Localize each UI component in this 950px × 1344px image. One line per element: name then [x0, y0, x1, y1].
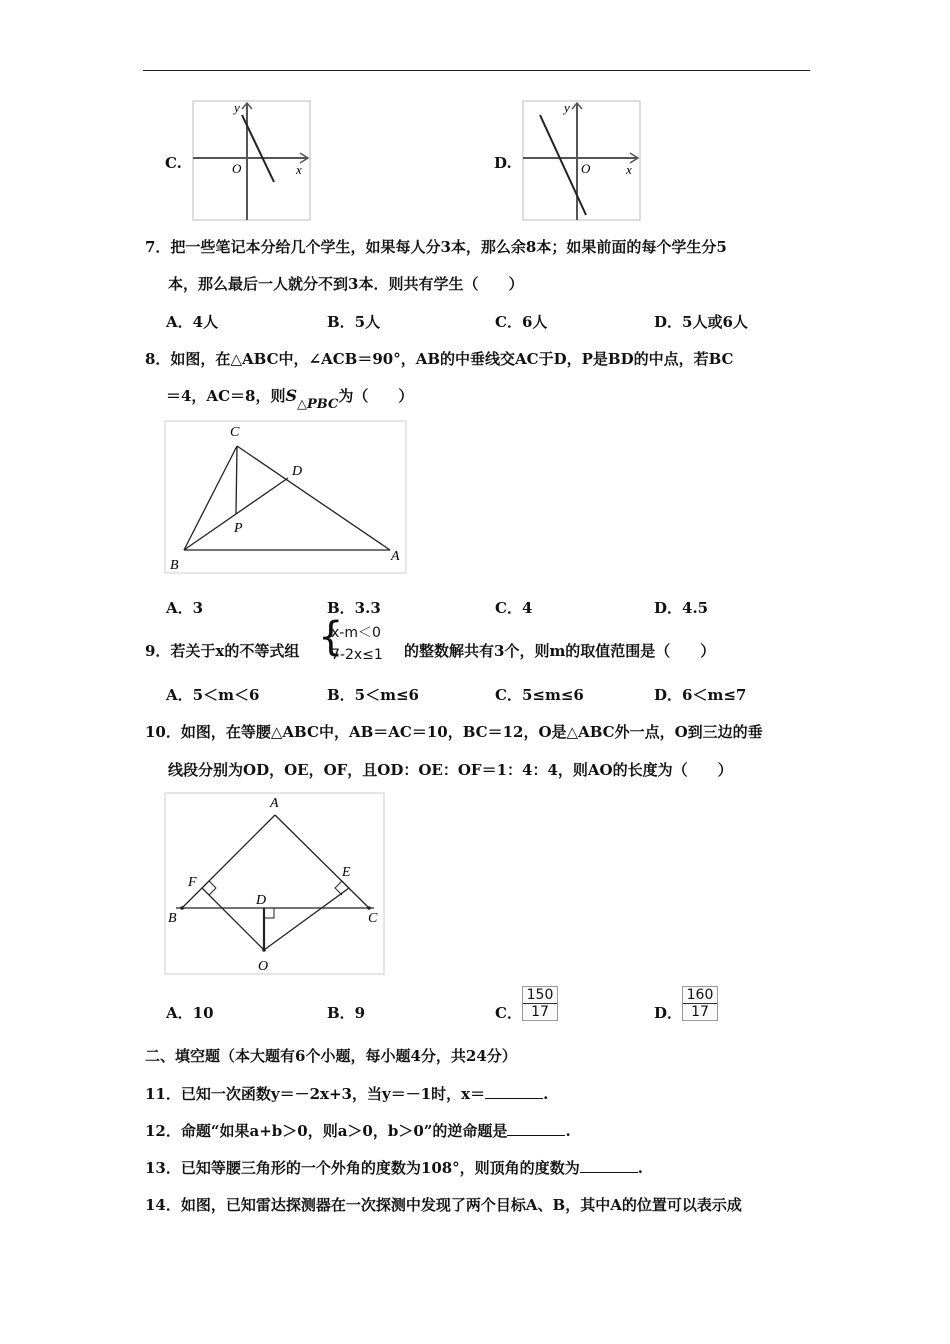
- point-f-label: F: [188, 875, 197, 890]
- q7-stem-line1: 7．把一些笔记本分给几个学生，如果每人分3本，那么余8本；如果前面的每个学生分5: [145, 238, 727, 256]
- q8-figure: [164, 420, 408, 575]
- q9-inequality-1: x-m＜0: [331, 625, 381, 641]
- q6-option-c-label: C.: [165, 154, 182, 172]
- vertex-b-label: B: [168, 911, 177, 926]
- vertex-c-label: C: [368, 911, 378, 926]
- q8-stem-line2: ＝4，AC＝8，则$S_{\triangle PBC}$为（ ）: [166, 386, 414, 412]
- origin-label: O: [581, 161, 591, 176]
- q8-option-c: C．4: [495, 599, 533, 617]
- q9-inequality-system: { x-m＜0 7-2x≤1: [318, 614, 383, 663]
- point-o-label: O: [258, 959, 269, 974]
- q10-option-c: C．: [495, 1004, 522, 1022]
- q7-option-d: D．5人或6人: [654, 313, 748, 331]
- q6-option-d-label: D.: [494, 154, 512, 172]
- point-p-label: P: [234, 521, 243, 536]
- point-d-label: D: [256, 893, 267, 908]
- q8-stem-line1: 8．如图，在△ABC中，∠ACB＝90°，AB的中垂线交AC于D，P是BD的中点，若BC: [145, 350, 734, 368]
- axis-y-label: y: [234, 100, 240, 115]
- axis-x-label: x: [626, 162, 632, 177]
- point-d-label: D: [292, 464, 303, 479]
- q9-stem-prefix: 9．若关于x的不等式组: [145, 642, 300, 660]
- vertex-c-label: C: [230, 425, 240, 440]
- q9-option-c: C．5≤m≤6: [495, 686, 584, 704]
- q10-option-d-fraction: $\frac{160}{17}$: [682, 986, 718, 1021]
- q10-option-a: A．10: [166, 1004, 214, 1022]
- q8-option-a: A．3: [166, 599, 204, 617]
- q9-inequality-2: 7-2x≤1: [331, 647, 383, 663]
- q12: 12．命题“如果a+b＞0，则a＞0，b＞0”的逆命题是 .: [145, 1122, 571, 1140]
- answer-blank: [485, 1084, 543, 1099]
- q13: 13．已知等腰三角形的一个外角的度数为108°，则顶角的度数为 .: [145, 1159, 643, 1177]
- section-2-heading: 二、填空题（本大题有6个小题，每小题4分，共24分）: [145, 1047, 517, 1065]
- q9-stem-suffix: 的整数解共有3个，则m的取值范围是（ ）: [404, 642, 716, 660]
- q6-graph-d: [522, 100, 642, 222]
- point-e-label: E: [342, 865, 351, 880]
- q10-stem-line2: 线段分别为OD，OE，OF，且OD：OE：OF＝1：4：4，则AO的长度为（ ）: [168, 761, 733, 779]
- q14: 14．如图，已知雷达探测器在一次探测中发现了两个目标A、B，其中A的位置可以表示成: [145, 1196, 742, 1214]
- axis-y-label: y: [564, 100, 570, 115]
- q9-option-a: A．5＜m＜6: [166, 686, 260, 704]
- q8-option-d: D．4.5: [654, 599, 709, 617]
- header-rule: [143, 70, 810, 71]
- q9-option-b: B．5＜m≤6: [327, 686, 419, 704]
- q7-option-a: A．4人: [166, 313, 219, 331]
- q9-option-d: D．6＜m≤7: [654, 686, 747, 704]
- answer-blank: [580, 1158, 638, 1173]
- vertex-a-label: A: [391, 549, 400, 564]
- q10-figure: [164, 792, 386, 976]
- axis-x-label: x: [296, 162, 302, 177]
- q10-option-d: D．: [654, 1004, 683, 1022]
- q11: 11．已知一次函数y＝－2x+3，当y＝－1时，x＝ .: [145, 1085, 549, 1103]
- answer-blank: [507, 1121, 565, 1136]
- q10-option-c-fraction: $\frac{150}{17}$: [522, 986, 558, 1021]
- q7-stem-line2: 本，那么最后一人就分不到3本．则共有学生（ ）: [168, 275, 524, 293]
- q10-option-b: B．9: [327, 1004, 366, 1022]
- q6-graph-c: [192, 100, 312, 222]
- vertex-a-label: A: [270, 796, 279, 811]
- q10-stem-line1: 10．如图，在等腰△ABC中，AB＝AC＝10，BC＝12，O是△ABC外一点，O到三边的垂: [145, 723, 763, 741]
- origin-label: O: [232, 161, 242, 176]
- vertex-b-label: B: [170, 558, 179, 573]
- q8-option-b: B．3.3: [327, 599, 381, 617]
- q7-option-b: B．5人: [327, 313, 381, 331]
- q7-option-c: C．6人: [495, 313, 548, 331]
